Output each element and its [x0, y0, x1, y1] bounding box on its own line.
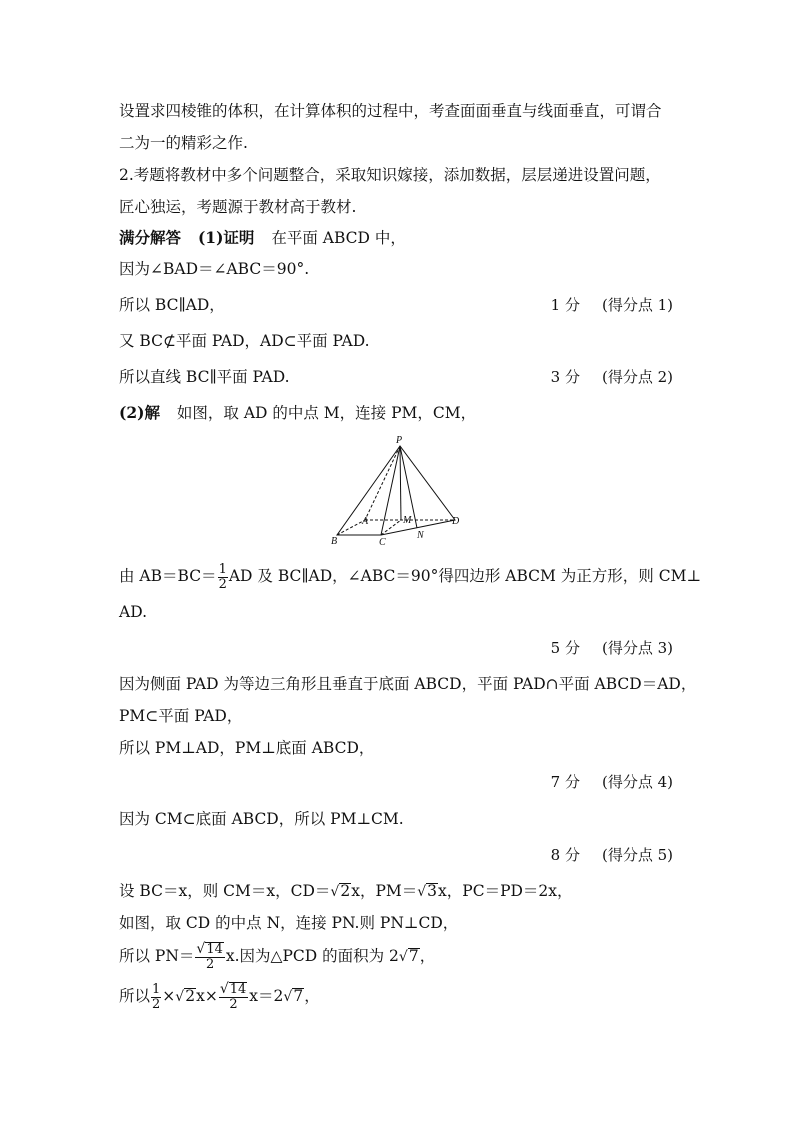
sqrt-sign: √ — [330, 884, 340, 900]
text-line-20 — [119, 978, 675, 1015]
label-n: N — [417, 530, 424, 541]
score-5-points: 8 分 — [550, 846, 580, 864]
text-line-13: 因为侧面 PAD 为等边三角形且垂直于底面 ABCD，平面 PAD∩平面 ABCD＝AD， — [119, 675, 697, 693]
text-segment: 所以 — [119, 987, 151, 1005]
fraction-denominator: 2 — [218, 576, 227, 592]
score-5 — [551, 844, 673, 866]
text-segment: x× — [196, 987, 218, 1005]
sqrt-radicand: 14 — [206, 942, 223, 957]
sqrt-radicand: 7 — [408, 947, 419, 965]
text-segment: x，PM＝ — [351, 882, 418, 900]
score-3 — [551, 637, 673, 659]
text-segment: ， — [304, 987, 320, 1005]
text-segment: AD 及 BC∥AD，∠ABC＝90°得四边形 ABCM 为正方形，则 CM⊥ — [228, 567, 702, 585]
label-d: D — [452, 516, 460, 527]
sqrt-radicand: 7 — [293, 987, 304, 1005]
edge-ba — [337, 520, 365, 535]
text-line-17 — [119, 880, 675, 903]
label-b: B — [331, 536, 338, 547]
part1-label: (1)证明 — [197, 228, 255, 247]
text-segment: 所以 PN＝ — [119, 947, 195, 965]
label-c: C — [379, 537, 386, 547]
fraction-sqrt14-over-2 — [219, 982, 248, 1012]
part2-intro: 如图，取 AD 的中点 M，连接 PM，CM， — [176, 404, 477, 422]
score-4-points: 7 分 — [550, 773, 580, 791]
sqrt-radicand: 14 — [229, 982, 247, 997]
sqrt-radicand: 3 — [427, 882, 438, 900]
text-line-15: 所以 PM⊥AD，PM⊥底面 ABCD， — [119, 739, 375, 757]
fraction-half — [218, 563, 228, 592]
fraction-numerator: 1 — [218, 561, 227, 577]
text-line-16: 因为 CM⊂底面 ABCD，所以 PM⊥CM. — [119, 810, 404, 828]
edge-pm — [400, 446, 401, 520]
pyramid-figure — [325, 432, 475, 547]
text-line-6: 因为∠BAD＝∠ABC＝90°. — [119, 260, 310, 278]
text-segment: 由 AB＝BC＝ — [119, 567, 217, 585]
text-line-4: 匠心独运，考题源于教材高于教材. — [119, 198, 357, 216]
text-line-11 — [119, 561, 702, 592]
label-a: A — [362, 516, 369, 527]
text-line-10 — [119, 402, 675, 424]
text-line-3: 2.考题将教材中多个问题整合，采取知识嫁接，添加数据，层层递进设置问题， — [119, 166, 661, 184]
sqrt-sign: √ — [219, 981, 229, 997]
sqrt-radicand: 2 — [340, 882, 351, 900]
label-p: P — [396, 435, 403, 446]
score-4 — [551, 771, 673, 793]
text-line-9: 所以直线 BC∥平面 PAD. — [119, 368, 290, 386]
text-segment: × — [162, 987, 176, 1005]
text-segment: 设 BC＝x，则 CM＝x，CD＝ — [119, 882, 331, 900]
score-3-note: (得分点 3) — [601, 639, 673, 657]
pyramid-outline — [337, 446, 455, 535]
score-5-note: (得分点 5) — [601, 846, 673, 864]
text-line-8: 又 BC⊄平面 PAD，AD⊂平面 PAD. — [119, 332, 370, 350]
score-1-points: 1 分 — [550, 296, 580, 314]
text-segment: x，PC＝PD＝2x， — [438, 882, 573, 900]
text-line-18: 如图，取 CD 的中点 N，连接 PN.则 PN⊥CD， — [119, 914, 459, 932]
sqrt-sign: √ — [398, 949, 408, 965]
score-2-points: 3 分 — [550, 368, 580, 386]
edge-pa — [365, 446, 400, 520]
score-2-note: (得分点 2) — [601, 368, 673, 386]
score-3-points: 5 分 — [550, 639, 580, 657]
fraction-sqrt14-over-2 — [195, 942, 224, 972]
fraction-denominator: 2 — [206, 957, 215, 972]
sqrt-radicand: 2 — [185, 987, 196, 1005]
text-line-2: 二为一的精彩之作. — [119, 134, 248, 152]
fraction-denominator: 2 — [229, 997, 238, 1012]
score-1-note: (得分点 1) — [601, 296, 673, 314]
text-segment: ， — [419, 947, 436, 965]
part1-intro: 在平面 ABCD 中， — [271, 229, 406, 247]
label-m: M — [403, 515, 412, 526]
fraction-numerator: 1 — [152, 981, 161, 997]
sqrt-sign: √ — [417, 884, 427, 900]
fraction-half — [151, 983, 161, 1012]
score-4-note: (得分点 4) — [601, 773, 673, 791]
text-line-1: 设置求四棱锥的体积，在计算体积的过程中，考查面面垂直与线面垂直，可谓合 — [119, 102, 662, 120]
solution-heading — [119, 227, 675, 249]
sqrt-sign: √ — [196, 941, 206, 957]
text-line-14: PM⊂平面 PAD， — [119, 707, 243, 725]
score-1 — [551, 294, 673, 316]
text-segment: x.因为△PCD 的面积为 2 — [225, 947, 399, 965]
fraction-denominator: 2 — [152, 996, 161, 1012]
sqrt-sign: √ — [175, 989, 185, 1005]
text-segment: x＝2 — [249, 987, 284, 1005]
text-line-12: AD. — [119, 603, 147, 621]
sqrt-sign: √ — [283, 989, 293, 1005]
part2-label: (2)解 — [119, 403, 160, 422]
text-line-19 — [119, 938, 675, 975]
full-mark-label: 满分解答 — [119, 228, 182, 247]
text-line-7: 所以 BC∥AD， — [119, 296, 225, 314]
score-2 — [551, 366, 673, 388]
